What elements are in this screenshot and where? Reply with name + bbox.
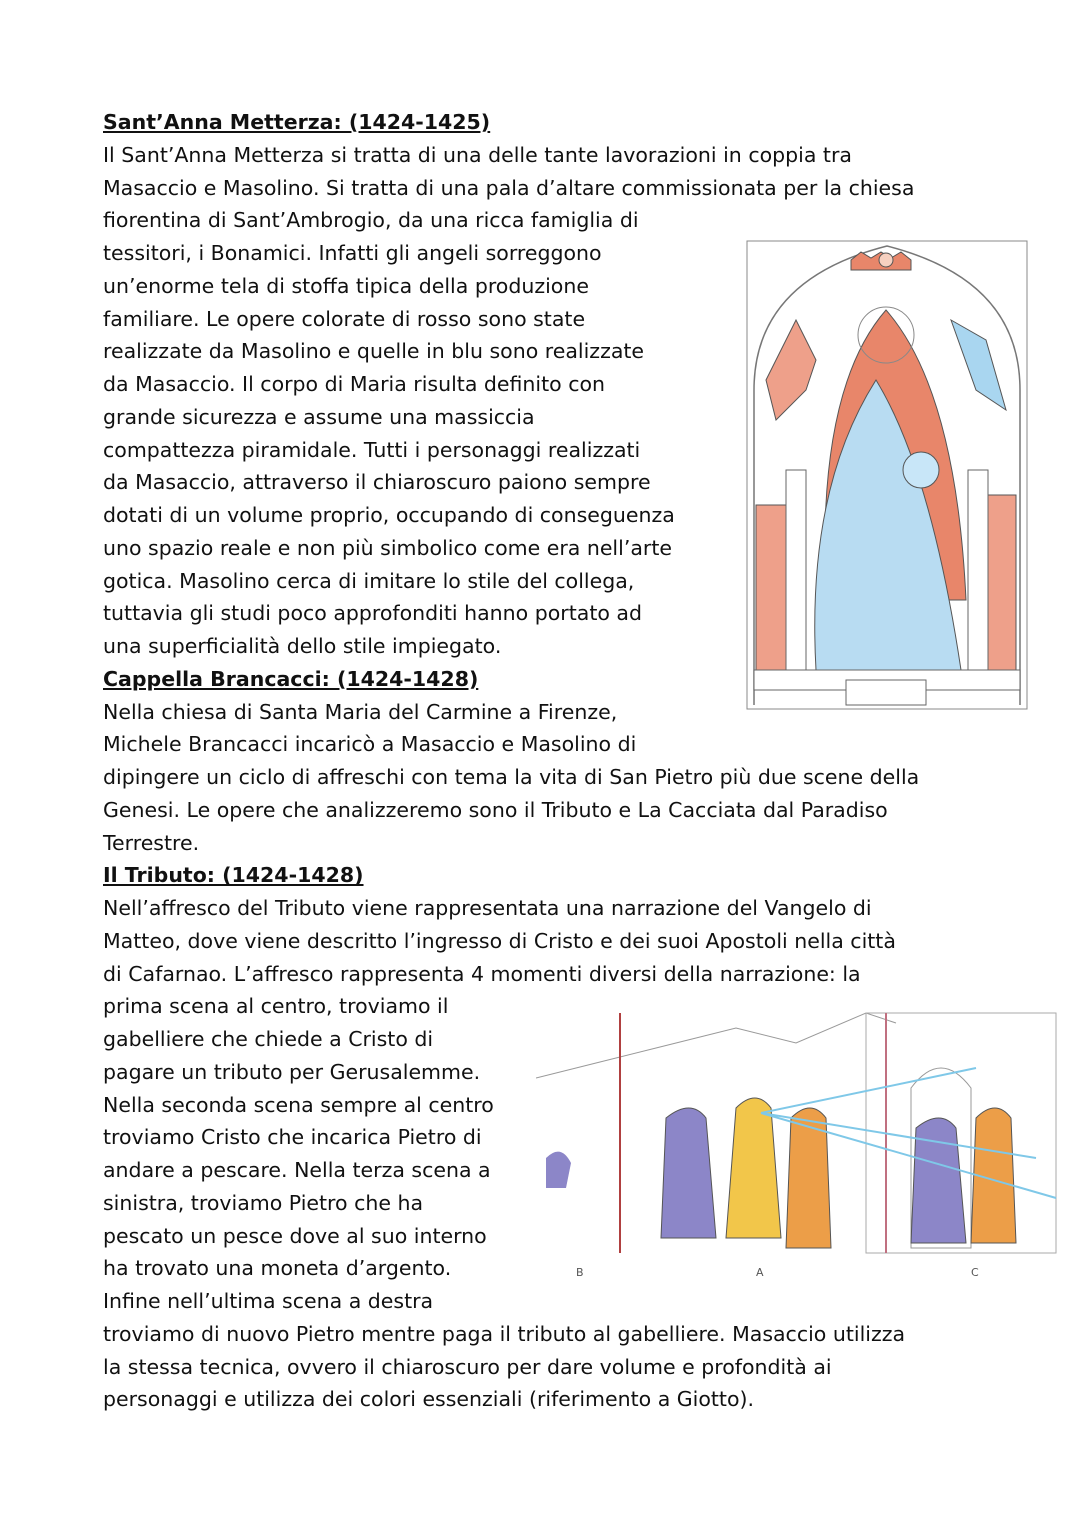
text-line: Terrestre. bbox=[103, 830, 200, 855]
text-line: la stessa tecnica, ovvero il chiaroscuro per dare volume e profondità ai bbox=[103, 1354, 832, 1379]
fresco-label-a: A bbox=[756, 1266, 764, 1279]
text-line: pescato un pesce dove al suo interno bbox=[103, 1223, 487, 1248]
text-line: da Masaccio. Il corpo di Maria risulta definito con bbox=[103, 372, 606, 396]
text-line: uno spazio reale e non più simbolico come era nell’arte bbox=[103, 535, 672, 560]
text-line: da Masaccio, attraverso il chiaroscuro paiono sempre bbox=[103, 470, 651, 495]
text-line: Nella seconda scena sempre al centro bbox=[103, 1092, 494, 1117]
text-line: Matteo, dove viene descritto l’ingresso di Cristo e dei suoi Apostoli nella città bbox=[103, 928, 896, 953]
text-line: ha trovato una moneta d’argento. bbox=[103, 1256, 452, 1281]
text-line: fiorentina di Sant’Ambrogio, da una ricca famiglia di bbox=[103, 208, 639, 233]
fresco-label-c: C bbox=[971, 1266, 979, 1279]
text-line: tuttavia gli studi poco approfonditi hanno portato ad bbox=[103, 601, 642, 626]
section-heading: Sant’Anna Metterza: (1424-1425) bbox=[103, 110, 491, 134]
text-line: Nell’affresco del Tributo viene rappresentata una narrazione del Vangelo di bbox=[103, 896, 872, 920]
text-line: Michele Brancacci incaricò a Masaccio e Masolino di bbox=[103, 732, 637, 757]
text-line: andare a pescare. Nella terza scena a bbox=[103, 1158, 491, 1182]
text-line: una superficialità dello stile impiegato. bbox=[103, 634, 502, 658]
text-line: Infine nell’ultima scena a destra bbox=[103, 1289, 434, 1313]
tributo-fresco-illustration bbox=[536, 1008, 1058, 1288]
text-line: grande sicurezza e assume una massiccia bbox=[103, 404, 535, 429]
section-heading: Il Tributo: (1424-1428) bbox=[103, 863, 364, 888]
text-line: Masaccio e Masolino. Si tratta di una pala d’altare commissionata per la chiesa bbox=[103, 175, 915, 200]
text-line: Genesi. Le opere che analizzeremo sono il Tributo e La Cacciata dal Paradiso bbox=[103, 797, 888, 822]
text-line: di Cafarnao. L’affresco rappresenta 4 momenti diversi della narrazione: la bbox=[103, 961, 861, 986]
section-heading: Cappella Brancacci: (1424-1428) bbox=[103, 666, 479, 691]
text-line: troviamo Cristo che incarica Pietro di bbox=[103, 1125, 482, 1150]
sant-anna-metterza-illustration bbox=[746, 240, 1028, 710]
text-line: realizzate da Masolino e quelle in blu sono realizzate bbox=[103, 339, 645, 364]
text-line: Il Sant’Anna Metterza si tratta di una delle tante lavorazioni in coppia tra bbox=[103, 142, 852, 167]
text-line: sinistra, troviamo Pietro che ha bbox=[103, 1190, 424, 1215]
text-line: dotati di un volume proprio, occupando di conseguenza bbox=[103, 503, 675, 527]
fresco-drawing bbox=[536, 1008, 1058, 1258]
text-line: personaggi e utilizza dei colori essenziali (riferimento a Giotto). bbox=[103, 1387, 755, 1412]
text-line: gabelliere che chiede a Cristo di bbox=[103, 1027, 434, 1051]
text-line: troviamo di nuovo Pietro mentre paga il tributo al gabelliere. Masaccio utilizza bbox=[103, 1321, 906, 1346]
text-line: tessitori, i Bonamici. Infatti gli angeli sorreggono bbox=[103, 241, 602, 265]
text-line: pagare un tributo per Gerusalemme. bbox=[103, 1059, 481, 1084]
text-line: un’enorme tela di stoffa tipica della produzione bbox=[103, 273, 589, 298]
text-line: dipingere un ciclo di affreschi con tema la vita di San Pietro più due scene della bbox=[103, 765, 920, 789]
text-line: gotica. Masolino cerca di imitare lo stile del collega, bbox=[103, 568, 635, 593]
text-line: Nella chiesa di Santa Maria del Carmine a Firenze, bbox=[103, 699, 618, 724]
fresco-label-b: B bbox=[576, 1266, 584, 1279]
text-line: prima scena al centro, troviamo il bbox=[103, 994, 449, 1019]
text-line: compattezza piramidale. Tutti i personaggi realizzati bbox=[103, 437, 641, 462]
text-line: familiare. Le opere colorate di rosso sono state bbox=[103, 306, 586, 331]
